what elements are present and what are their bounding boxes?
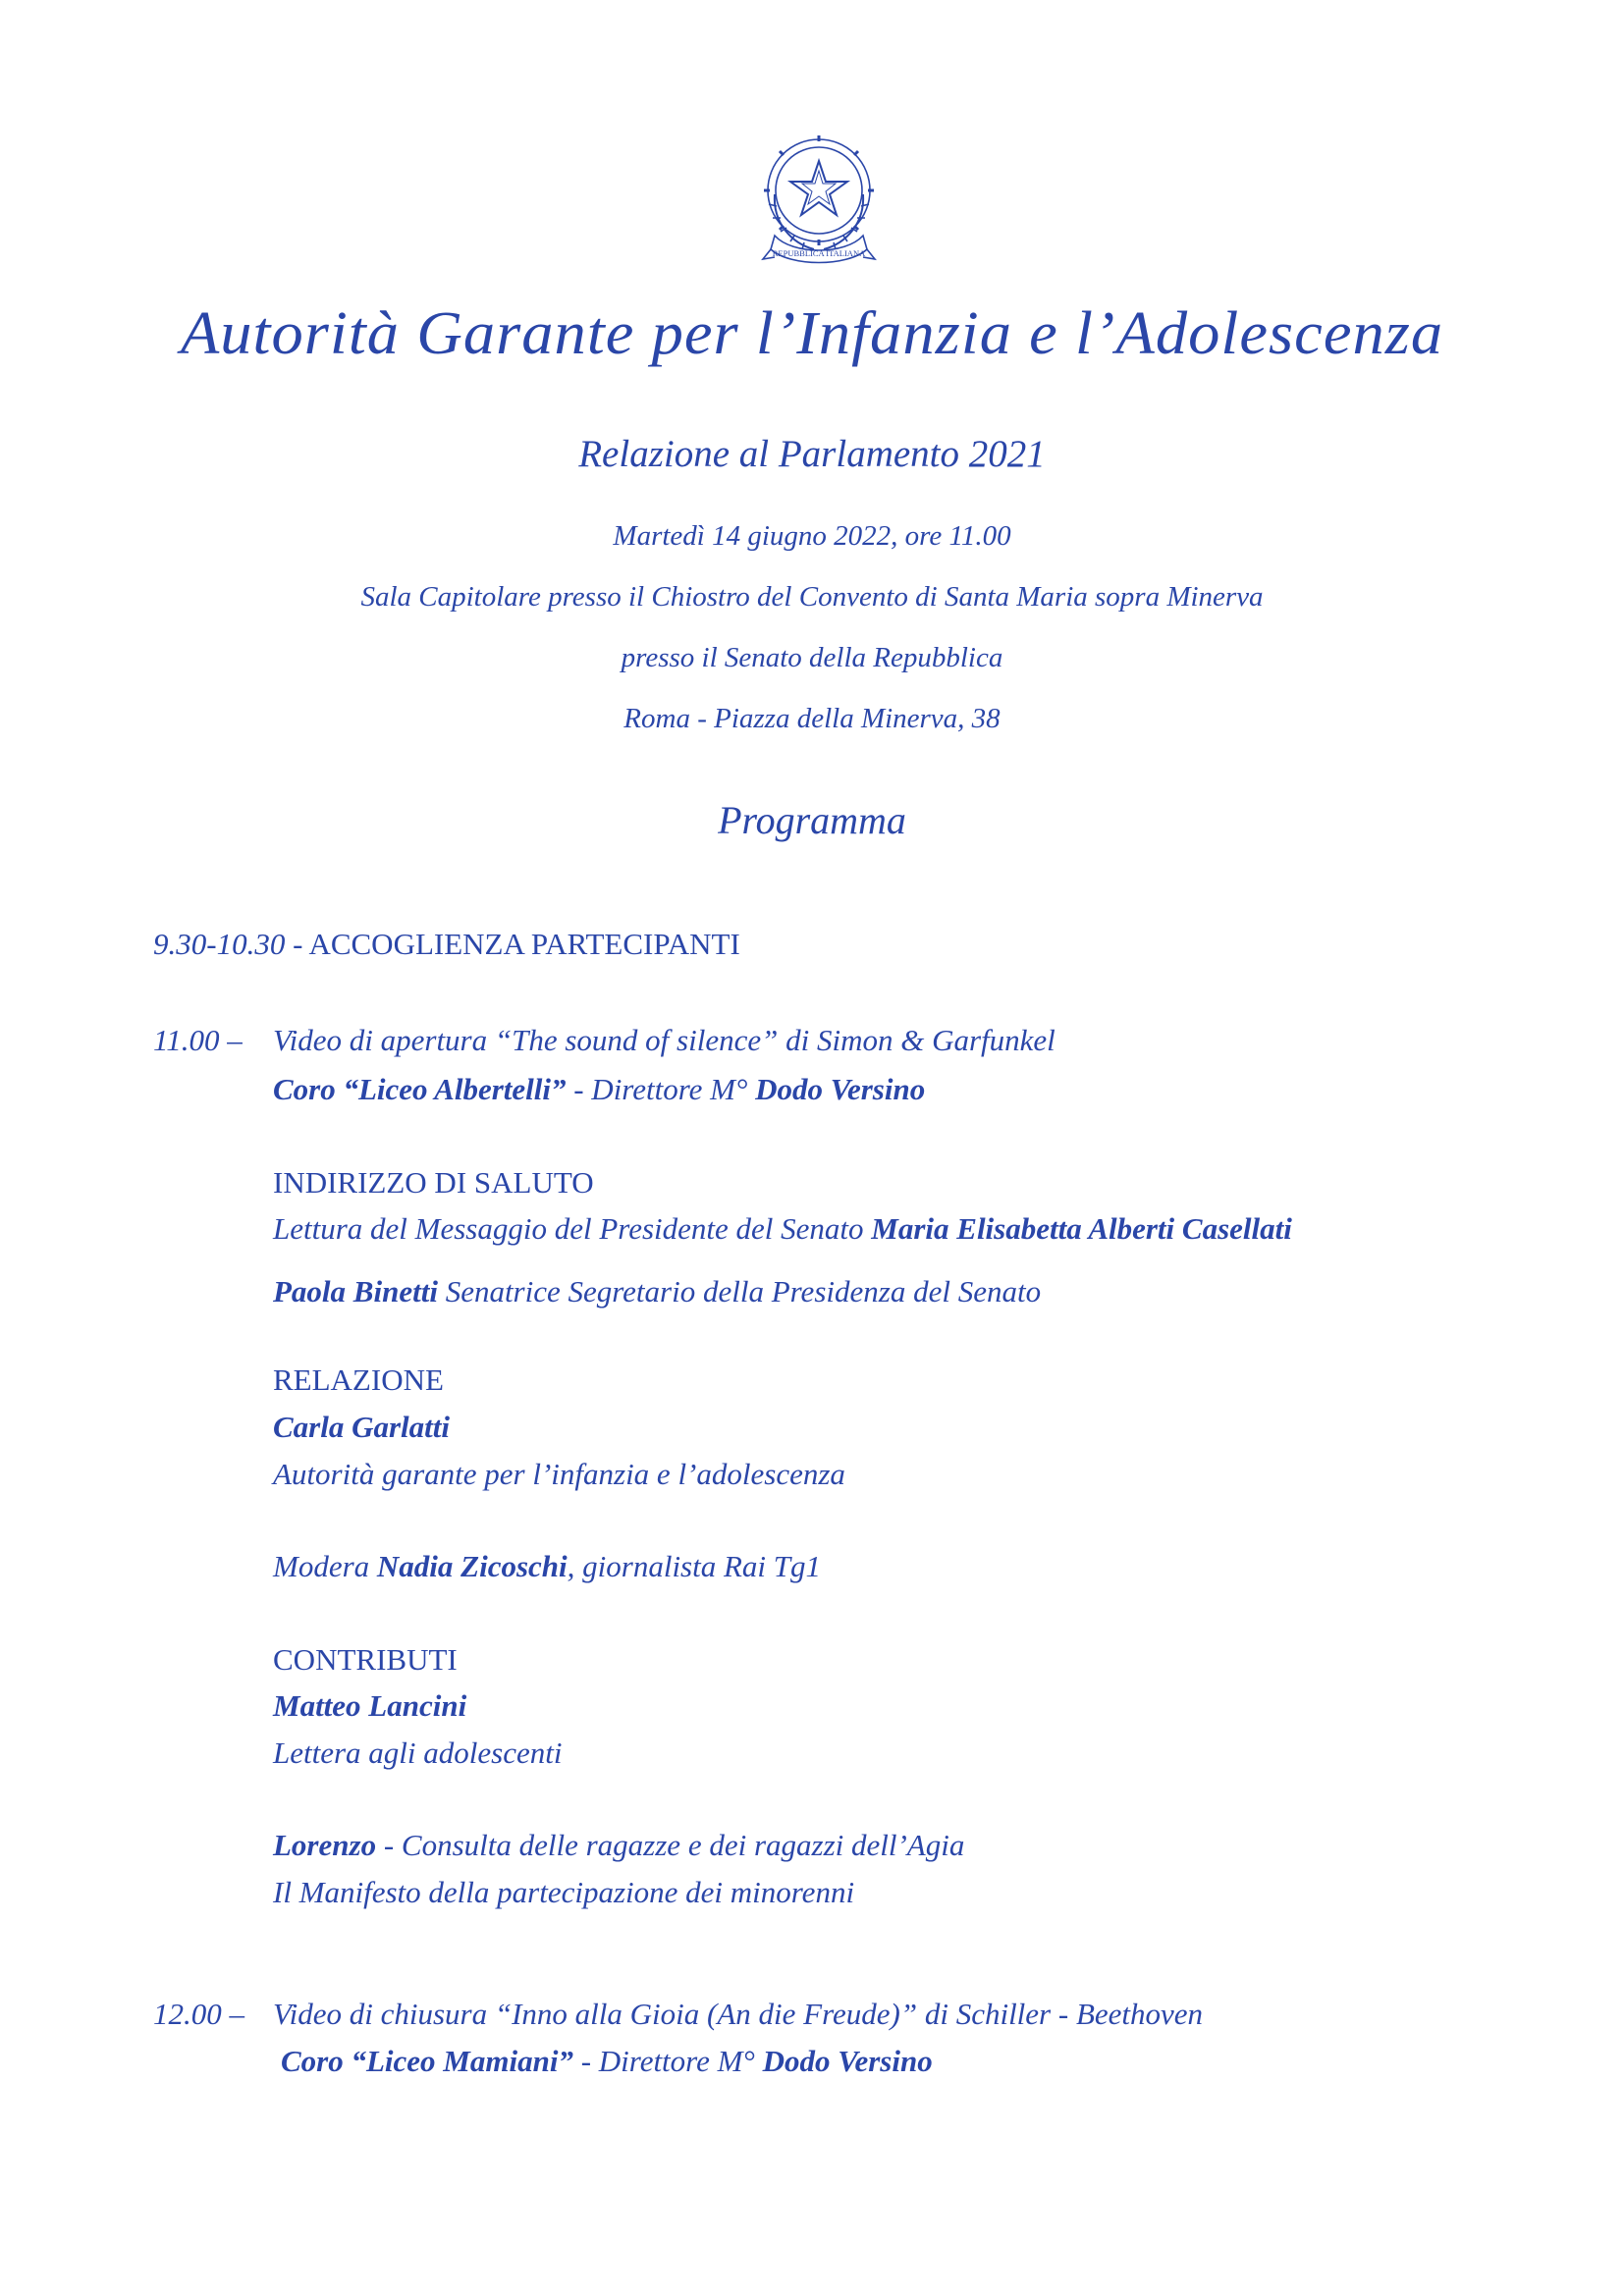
closing-video: Video di chiusura “Inno alla Gioia (An die Freude)” di Schiller - Beethoven bbox=[273, 1997, 1204, 2031]
closing-choir: Coro “Liceo Mamiani” bbox=[281, 2044, 573, 2078]
greeting-speaker-role: Senatrice Segretario della Presidenza del Senato bbox=[437, 1274, 1042, 1308]
programme-heading: Programma bbox=[718, 798, 906, 842]
welcome-line bbox=[153, 927, 740, 962]
moderator-line bbox=[273, 1549, 821, 1584]
event-senate: presso il Senato della Repubblica bbox=[621, 642, 1003, 673]
opening-director: Dodo Versino bbox=[755, 1072, 926, 1106]
event-address: Roma - Piazza della Minerva, 38 bbox=[623, 703, 1001, 734]
event-date: Martedì 14 giugno 2022, ore 11.00 bbox=[613, 520, 1011, 552]
opening-time: 11.00 – bbox=[153, 1023, 243, 1057]
moderator-label: Modera bbox=[273, 1549, 377, 1583]
closing-time: 12.00 – bbox=[153, 1997, 244, 2031]
svg-text:REPUBBLICA ITALIANA: REPUBBLICA ITALIANA bbox=[772, 248, 866, 258]
report-role: Autorità garante per l’infanzia e l’adolescenza bbox=[273, 1457, 845, 1491]
opening-director-label: - Direttore M° bbox=[566, 1072, 756, 1106]
contributions-heading: CONTRIBUTI bbox=[273, 1642, 458, 1677]
closing-choir-line bbox=[281, 2044, 933, 2079]
opening-choir: Coro “Liceo Albertelli” bbox=[273, 1072, 567, 1106]
event-venue: Sala Capitolare presso il Chiostro del Convento di Santa Maria sopra Minerva bbox=[360, 581, 1264, 613]
greeting-message-line bbox=[273, 1211, 1292, 1247]
greeting-message-text: Lettura del Messaggio del Presidente del Senato bbox=[273, 1211, 872, 1246]
report-heading: RELAZIONE bbox=[273, 1362, 444, 1397]
greeting-heading: INDIRIZZO DI SALUTO bbox=[273, 1165, 594, 1200]
greeting-speaker-line bbox=[273, 1274, 1041, 1309]
moderator-name: Nadia Zicoschi bbox=[376, 1549, 568, 1583]
moderator-role: , giornalista Rai Tg1 bbox=[567, 1549, 822, 1583]
contribution-speaker-1: Matteo Lancini bbox=[273, 1688, 467, 1723]
opening-video: Video di apertura “The sound of silence” di Simon & Garfunkel bbox=[273, 1023, 1056, 1057]
contribution-speaker-2-line bbox=[273, 1828, 964, 1863]
repubblica-italiana-emblem-icon bbox=[753, 126, 885, 269]
closing-director: Dodo Versino bbox=[762, 2044, 933, 2078]
report-title: Relazione al Parlamento 2021 bbox=[578, 433, 1046, 475]
welcome-text: - ACCOGLIENZA PARTECIPANTI bbox=[285, 927, 740, 961]
greeting-speaker: Paola Binetti bbox=[273, 1274, 438, 1308]
contribution-role-2: - Consulta delle ragazze e dei ragazzi dell’Agia bbox=[376, 1828, 965, 1862]
report-speaker: Carla Garlatti bbox=[273, 1410, 451, 1444]
contribution-title-2: Il Manifesto della partecipazione dei minorenni bbox=[273, 1875, 855, 1909]
authority-title: Autorità Garante per l’Infanzia e l’Adolescenza bbox=[180, 300, 1444, 367]
contribution-title-1: Lettera agli adolescenti bbox=[273, 1735, 563, 1770]
welcome-time: 9.30-10.30 bbox=[153, 927, 286, 961]
contribution-speaker-2: Lorenzo bbox=[273, 1828, 377, 1862]
greeting-president: Maria Elisabetta Alberti Casellati bbox=[871, 1211, 1292, 1246]
closing-director-label: - Direttore M° bbox=[572, 2044, 763, 2078]
opening-choir-line bbox=[273, 1072, 925, 1107]
